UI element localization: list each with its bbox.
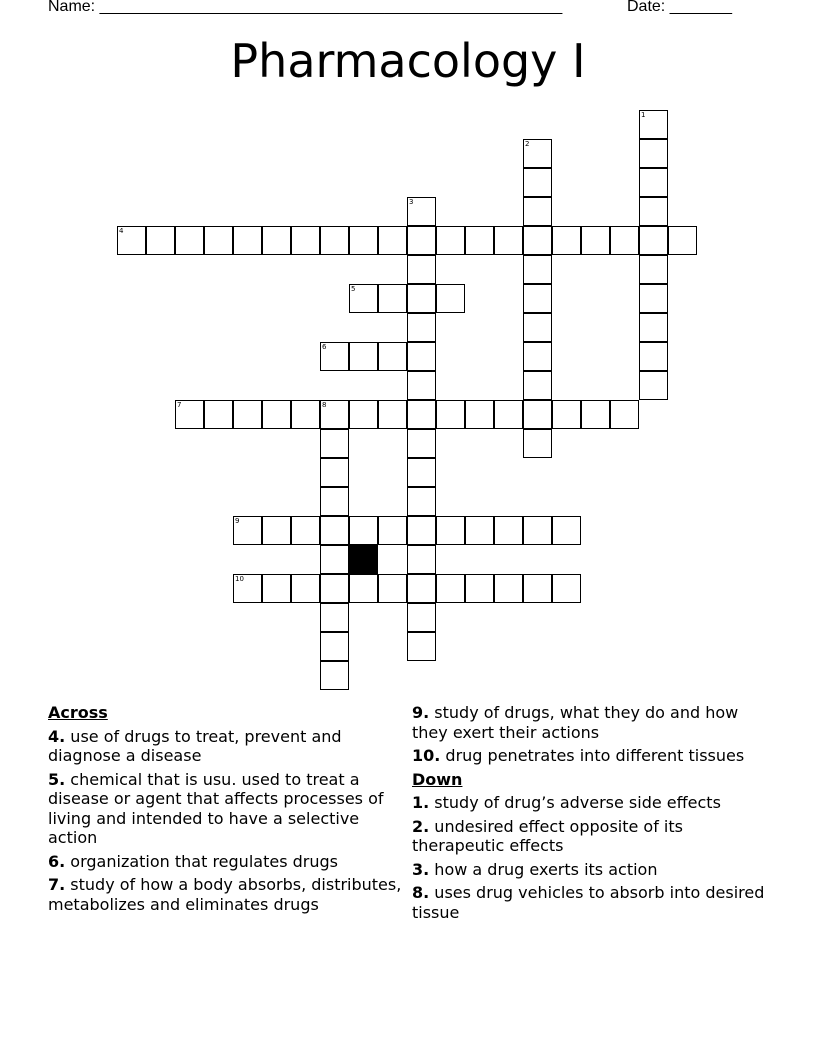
clue-number-label: 9 (235, 517, 240, 525)
grid-cell[interactable] (552, 574, 581, 603)
grid-cell[interactable] (436, 400, 465, 429)
grid-cell[interactable] (320, 661, 349, 690)
grid-cell[interactable] (639, 197, 668, 226)
grid-cell[interactable] (378, 516, 407, 545)
clue-across-9 (412, 703, 772, 742)
clue-down-2 (412, 817, 772, 856)
grid-cell[interactable] (407, 458, 436, 487)
clue-text: drug penetrates into different tissues (440, 746, 745, 765)
grid-cell[interactable] (639, 110, 668, 139)
grid-cell[interactable] (436, 574, 465, 603)
grid-cell[interactable] (407, 255, 436, 284)
grid-cell[interactable] (407, 313, 436, 342)
page-title: Pharmacology I (230, 34, 586, 88)
grid-cell[interactable] (349, 574, 378, 603)
grid-cell[interactable] (465, 400, 494, 429)
grid-cell[interactable] (610, 226, 639, 255)
clue-number: 8. (412, 883, 430, 902)
grid-cell[interactable] (465, 516, 494, 545)
grid-cell[interactable] (320, 603, 349, 632)
clue-across-4 (48, 727, 408, 766)
grid-cell[interactable] (407, 516, 436, 545)
grid-cell[interactable] (581, 400, 610, 429)
grid-cell[interactable] (320, 429, 349, 458)
grid-cell[interactable] (349, 226, 378, 255)
grid-cell[interactable] (349, 516, 378, 545)
grid-cell[interactable] (349, 400, 378, 429)
clue-text: study of drugs, what they do and how they exert their actions (412, 703, 739, 742)
grid-cell[interactable] (233, 574, 262, 603)
clue-text: use of drugs to treat, prevent and diagnose a disease (48, 726, 342, 765)
clue-across-10 (412, 746, 772, 766)
clue-down-8 (412, 883, 772, 922)
grid-cell[interactable] (639, 255, 668, 284)
grid-cell[interactable] (668, 226, 697, 255)
grid-cell[interactable] (233, 400, 262, 429)
grid-cell[interactable] (436, 226, 465, 255)
grid-cell[interactable] (610, 400, 639, 429)
grid-cell[interactable] (407, 197, 436, 226)
date-field-line: Date: _______ (627, 0, 732, 15)
name-field-line: Name: ____________________________________________________ (48, 0, 563, 15)
grid-cell[interactable] (407, 284, 436, 313)
grid-cell[interactable] (523, 371, 552, 400)
grid-cell[interactable] (291, 516, 320, 545)
grid-cell[interactable] (262, 516, 291, 545)
clue-number: 5. (48, 769, 66, 789)
grid-cell[interactable] (407, 226, 436, 255)
grid-cell[interactable] (494, 516, 523, 545)
grid-cell[interactable] (523, 226, 552, 255)
grid-cell[interactable] (523, 313, 552, 342)
grid-cell[interactable] (320, 545, 349, 574)
grid-cell[interactable] (465, 226, 494, 255)
clues-column-right (412, 703, 772, 926)
grid-cell[interactable] (262, 400, 291, 429)
grid-cell[interactable] (204, 226, 233, 255)
clue-number-label: 4 (119, 227, 124, 235)
grid-cell[interactable] (291, 400, 320, 429)
grid-cell[interactable] (407, 603, 436, 632)
grid-cell[interactable] (523, 255, 552, 284)
grid-cell[interactable] (494, 400, 523, 429)
clue-number-label: 6 (322, 343, 327, 351)
grid-cell[interactable] (523, 574, 552, 603)
grid-cell[interactable] (552, 400, 581, 429)
grid-cell[interactable] (407, 545, 436, 574)
clue-down-1 (412, 793, 772, 813)
grid-cell[interactable] (523, 516, 552, 545)
grid-cell[interactable] (639, 226, 668, 255)
grid-cell[interactable] (233, 516, 262, 545)
grid-cell[interactable] (204, 400, 233, 429)
grid-cell[interactable] (378, 284, 407, 313)
down-heading: Down (412, 769, 463, 789)
grid-cell[interactable] (407, 429, 436, 458)
grid-cell[interactable] (523, 139, 552, 168)
clue-text: organization that regulates drugs (65, 851, 338, 871)
clue-number: 10. (412, 746, 441, 765)
clue-number: 3. (412, 859, 430, 879)
clue-down-3 (412, 860, 772, 880)
grid-cell[interactable] (320, 516, 349, 545)
black-cell (349, 545, 378, 574)
grid-cell[interactable] (320, 632, 349, 661)
grid-cell[interactable] (233, 226, 262, 255)
grid-cell[interactable] (320, 226, 349, 255)
grid-cell[interactable] (552, 226, 581, 255)
grid-cell[interactable] (407, 487, 436, 516)
clue-text: undesired effect opposite of its therapeutic effects (412, 816, 683, 855)
grid-cell[interactable] (378, 226, 407, 255)
clue-number: 1. (412, 793, 430, 812)
grid-cell[interactable] (349, 284, 378, 313)
clue-across-6 (48, 852, 408, 872)
clue-number-label: 2 (525, 140, 530, 148)
grid-cell[interactable] (320, 458, 349, 487)
grid-cell[interactable] (291, 574, 320, 603)
clue-number-label: 10 (235, 575, 244, 583)
grid-cell[interactable] (378, 574, 407, 603)
grid-cell[interactable] (320, 487, 349, 516)
grid-cell[interactable] (639, 284, 668, 313)
grid-cell[interactable] (378, 400, 407, 429)
grid-cell[interactable] (117, 226, 146, 255)
grid-cell[interactable] (320, 342, 349, 371)
clue-number: 7. (48, 875, 66, 894)
grid-cell[interactable] (494, 226, 523, 255)
grid-cell[interactable] (436, 516, 465, 545)
clue-number-label: 3 (409, 198, 414, 206)
grid-cell[interactable] (639, 168, 668, 197)
grid-cell[interactable] (436, 284, 465, 313)
grid-cell[interactable] (552, 516, 581, 545)
grid-cell[interactable] (407, 342, 436, 371)
grid-cell[interactable] (378, 342, 407, 371)
grid-cell[interactable] (523, 400, 552, 429)
grid-cell[interactable] (639, 313, 668, 342)
clue-text: how a drug exerts its action (429, 859, 658, 879)
grid-cell[interactable] (262, 226, 291, 255)
clue-number-label: 5 (351, 285, 356, 293)
grid-cell[interactable] (407, 574, 436, 603)
grid-cell[interactable] (146, 226, 175, 255)
clue-text: chemical that is usu. used to treat a disease or agent that affects processes of living and intended to have a selective action (48, 769, 384, 847)
grid-cell[interactable] (175, 400, 204, 429)
grid-cell[interactable] (175, 226, 204, 255)
grid-cell[interactable] (523, 342, 552, 371)
across-heading: Across (48, 703, 108, 722)
grid-cell[interactable] (349, 342, 378, 371)
grid-cell[interactable] (320, 400, 349, 429)
clue-number: 9. (412, 703, 430, 722)
clue-number: 4. (48, 726, 66, 746)
grid-cell[interactable] (581, 226, 610, 255)
grid-cell[interactable] (465, 574, 494, 603)
grid-cell[interactable] (320, 574, 349, 603)
clue-number: 2. (412, 816, 430, 836)
grid-cell[interactable] (523, 168, 552, 197)
grid-cell[interactable] (523, 197, 552, 226)
grid-cell[interactable] (523, 429, 552, 458)
grid-cell[interactable] (262, 574, 291, 603)
grid-cell[interactable] (494, 574, 523, 603)
clue-number-label: 1 (641, 111, 646, 119)
clue-across-5 (48, 770, 408, 848)
clue-text: study of drug’s adverse side effects (429, 793, 721, 812)
clue-across-7 (48, 875, 408, 914)
clue-number: 6. (48, 851, 66, 871)
grid-cell[interactable] (407, 632, 436, 661)
grid-cell[interactable] (291, 226, 320, 255)
grid-cell[interactable] (523, 284, 552, 313)
clue-text: study of how a body absorbs, distributes, metabolizes and eliminates drugs (48, 875, 402, 914)
grid-cell[interactable] (407, 371, 436, 400)
clue-text: uses drug vehicles to absorb into desired tissue (412, 883, 765, 922)
grid-cell[interactable] (639, 371, 668, 400)
clue-number-label: 7 (177, 401, 182, 409)
grid-cell[interactable] (639, 342, 668, 371)
grid-cell[interactable] (407, 400, 436, 429)
grid-cell[interactable] (639, 139, 668, 168)
clue-number-label: 8 (322, 401, 327, 409)
clues-column-left (48, 703, 408, 918)
